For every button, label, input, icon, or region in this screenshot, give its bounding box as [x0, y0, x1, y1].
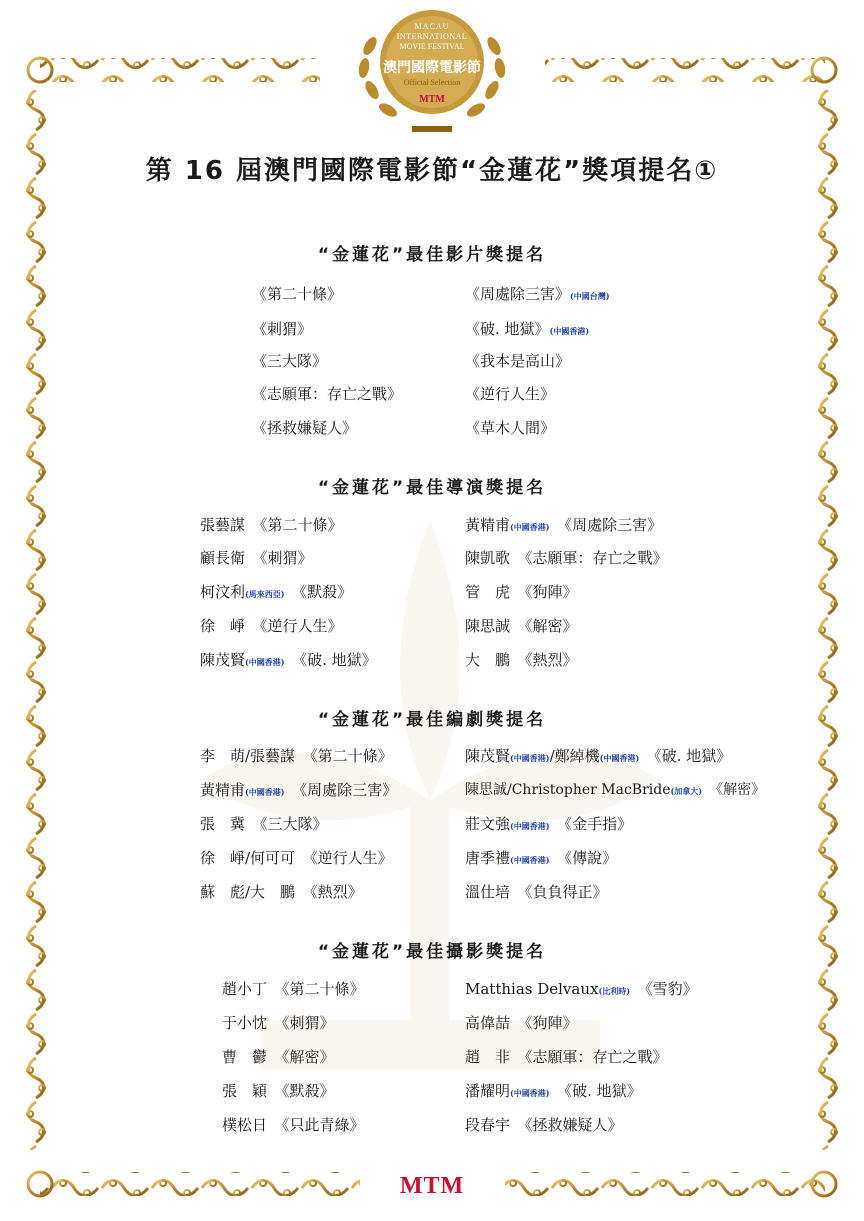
film-title: 《周處除三害》 [564, 516, 663, 534]
region-label: (中國香港) [510, 821, 550, 831]
film-title: 《周處除三害》 [299, 781, 398, 799]
nominee-entry [465, 745, 731, 766]
region-label: (馬來西亞) [245, 589, 285, 599]
nominee-name: 趙 非 [465, 1048, 511, 1066]
nominee-entry [222, 978, 365, 999]
region-label: (中國香港) [245, 657, 285, 667]
nominee-name: 莊文強 [465, 815, 511, 833]
film-title: 《逆行人生》 [310, 849, 393, 867]
nominee-name: 陳凱歌 [465, 549, 511, 567]
film-title: 《周處除三害》 [465, 285, 571, 303]
page-title: 第 16 屆澳門國際電影節“金蓮花”獎項提名① [145, 156, 719, 186]
nominee-film [465, 283, 610, 304]
nominee-film: 《拯救嫌疑人》 [252, 419, 358, 437]
nominee-film: 《刺猬》 [252, 320, 313, 338]
film-title: 《破. 地獄》 [564, 1082, 642, 1100]
nominee-entry [200, 547, 313, 568]
seal-line-macau: MACAU [414, 22, 450, 31]
seal-line-chinese-name: 澳門國際電影節 [383, 61, 481, 76]
film-title: 《刺猬》 [260, 549, 313, 567]
nominee-name: 徐 崢/何可可 [200, 849, 296, 867]
nominee-film: 《三大隊》 [252, 352, 328, 370]
nominee-name: 曹 鬱 [222, 1048, 268, 1066]
film-title: 《第二十條》 [310, 747, 393, 765]
film-title: 《金手指》 [564, 815, 633, 833]
region-label: (中國香港) [549, 326, 590, 336]
nominee-entry [465, 1046, 668, 1067]
film-title: 《志願軍：存亡之戰》 [525, 549, 668, 567]
nominee-name: 溫仕培 [465, 883, 511, 901]
nominee-film: 《第二十條》 [252, 285, 343, 303]
festival-seal [342, 6, 522, 136]
nominee-film: 《草木人間》 [465, 419, 556, 437]
nominee-entry [200, 745, 393, 766]
nominee-entry [222, 1114, 365, 1135]
film-title: 《狗陣》 [525, 1014, 578, 1032]
nominee-name: 唐季禮 [465, 849, 511, 867]
nominee-name: 顧長衛 [200, 549, 246, 567]
film-title: 《狗陣》 [525, 583, 578, 601]
seal-line-movie-festival: MOVIE FESTIVAL [399, 42, 465, 51]
film-title: 《第二十條》 [260, 516, 343, 534]
footer-logo-mtm: MTM [399, 1173, 465, 1199]
film-title: 《逆行人生》 [260, 617, 343, 635]
nominee-name: 柯汶利 [200, 583, 246, 601]
nominee-entry [465, 649, 578, 670]
nominee-name: 樸松日 [222, 1116, 268, 1134]
nominee-name: 陳思誠 [465, 617, 511, 635]
nominee-entry [465, 1012, 578, 1033]
nominee-entry [200, 779, 397, 800]
nominee-entry [200, 581, 352, 602]
region-label: (中國香港) [245, 787, 285, 797]
film-title: 《破. 地獄》 [654, 747, 732, 765]
section-title-best-cinematography: “金蓮花”最佳攝影獎提名 [317, 942, 547, 962]
nominee-entry [465, 813, 632, 834]
region-label: (中國香港) [510, 1088, 550, 1098]
nominee-entry [465, 847, 617, 868]
nominee-name: 張 穎 [222, 1082, 268, 1100]
nominee-entry [465, 1080, 642, 1101]
nominee-entry [465, 1114, 623, 1135]
region-label: (中國台灣) [570, 291, 610, 301]
nominee-entry [465, 881, 608, 902]
section-title-best-screenplay: “金蓮花”最佳編劇獎提名 [317, 710, 547, 730]
nominee-name: 大 鵬 [465, 651, 511, 669]
nominee-entry [465, 978, 698, 999]
seal-line-international: INTERNATIONAL [396, 32, 468, 41]
nominee-entry [200, 813, 328, 834]
film-title: 《熱烈》 [525, 651, 578, 669]
film-title: 《解密》 [282, 1048, 335, 1066]
film-title: 《刺猬》 [282, 1014, 335, 1032]
film-title: 《破. 地獄》 [465, 320, 550, 338]
region-label: (中國香港) [510, 522, 550, 532]
nominee-name: 段春宇 [465, 1116, 511, 1134]
seal-line-mtm: MTM [419, 94, 445, 105]
nominee-entry [222, 1012, 335, 1033]
film-title: 《默殺》 [299, 583, 353, 601]
nominee-entry [222, 1080, 335, 1101]
nominee-entry [222, 1046, 335, 1067]
region-label: (中國香港) [510, 753, 550, 763]
region-label: (中國香港) [599, 753, 640, 763]
section-title-best-film: “金蓮花”最佳影片獎提名 [317, 245, 547, 265]
film-title: 《拯救嫌疑人》 [525, 1116, 623, 1134]
nominee-entry [200, 514, 343, 535]
nominee-name: 陳茂賢 [200, 651, 246, 669]
film-title: 《志願軍：存亡之戰》 [525, 1048, 668, 1066]
film-title: 《雪豹》 [645, 980, 698, 998]
nominee-entry [465, 547, 668, 568]
film-title: 《解密》 [716, 782, 766, 798]
nominee-film: 《我本是高山》 [465, 352, 571, 370]
nominee-entry [200, 615, 343, 636]
nominee-name: 陳茂賢 [465, 747, 511, 765]
nominee-name: 高偉喆 [465, 1014, 511, 1032]
nominee-entry [200, 881, 363, 902]
film-title: 《熱烈》 [310, 883, 363, 901]
nominee-name: Matthias Delvaux [465, 980, 599, 998]
section-title-best-director: “金蓮花”最佳導演獎提名 [317, 478, 547, 498]
nominee-name: 李 萌/張藝謀 [200, 747, 296, 765]
nominee-film: 《逆行人生》 [465, 385, 556, 403]
nominee-entry [200, 847, 393, 868]
nominee-name: 徐 崢 [200, 617, 246, 635]
nominee-entry [465, 779, 765, 799]
film-title: 《破. 地獄》 [299, 651, 377, 669]
film-title: 《第二十條》 [282, 980, 365, 998]
film-title: 《負負得正》 [525, 883, 608, 901]
nominee-name: 黃精甫 [200, 781, 246, 799]
film-title: 《只此青綠》 [282, 1116, 365, 1134]
film-title: 《三大隊》 [260, 815, 328, 833]
seal-line-official-selection: Official Selection [403, 78, 461, 87]
film-title: 《傳說》 [564, 849, 618, 867]
nominee-name: 趙小丁 [222, 980, 268, 998]
nominee-entry [465, 514, 662, 535]
nominee-name: 張藝謀 [200, 516, 246, 534]
film-title: 《默殺》 [282, 1082, 335, 1100]
nominee-name: 陳思誠/Christopher MacBride [465, 782, 671, 798]
nominee-film [465, 318, 589, 339]
film-title: 《解密》 [525, 617, 578, 635]
nominee-film: 《志願軍：存亡之戰》 [252, 385, 403, 403]
nominee-entry [200, 649, 377, 670]
nominee-name: 黃精甫 [465, 516, 511, 534]
nominee-name: 于小忱 [222, 1014, 268, 1032]
nominee-name: 張 冀 [200, 815, 246, 833]
nominee-name: /鄭綽機 [549, 747, 600, 765]
nominee-entry [465, 615, 578, 636]
region-label: (加拿大) [670, 786, 703, 796]
nominee-entry [465, 581, 578, 602]
nominee-name: 管 虎 [465, 583, 511, 601]
nominee-name: 潘耀明 [465, 1082, 511, 1100]
region-label: (比利時) [598, 986, 631, 996]
region-label: (中國香港) [510, 855, 550, 865]
nominee-name: 蘇 彪/大 鵬 [200, 883, 296, 901]
